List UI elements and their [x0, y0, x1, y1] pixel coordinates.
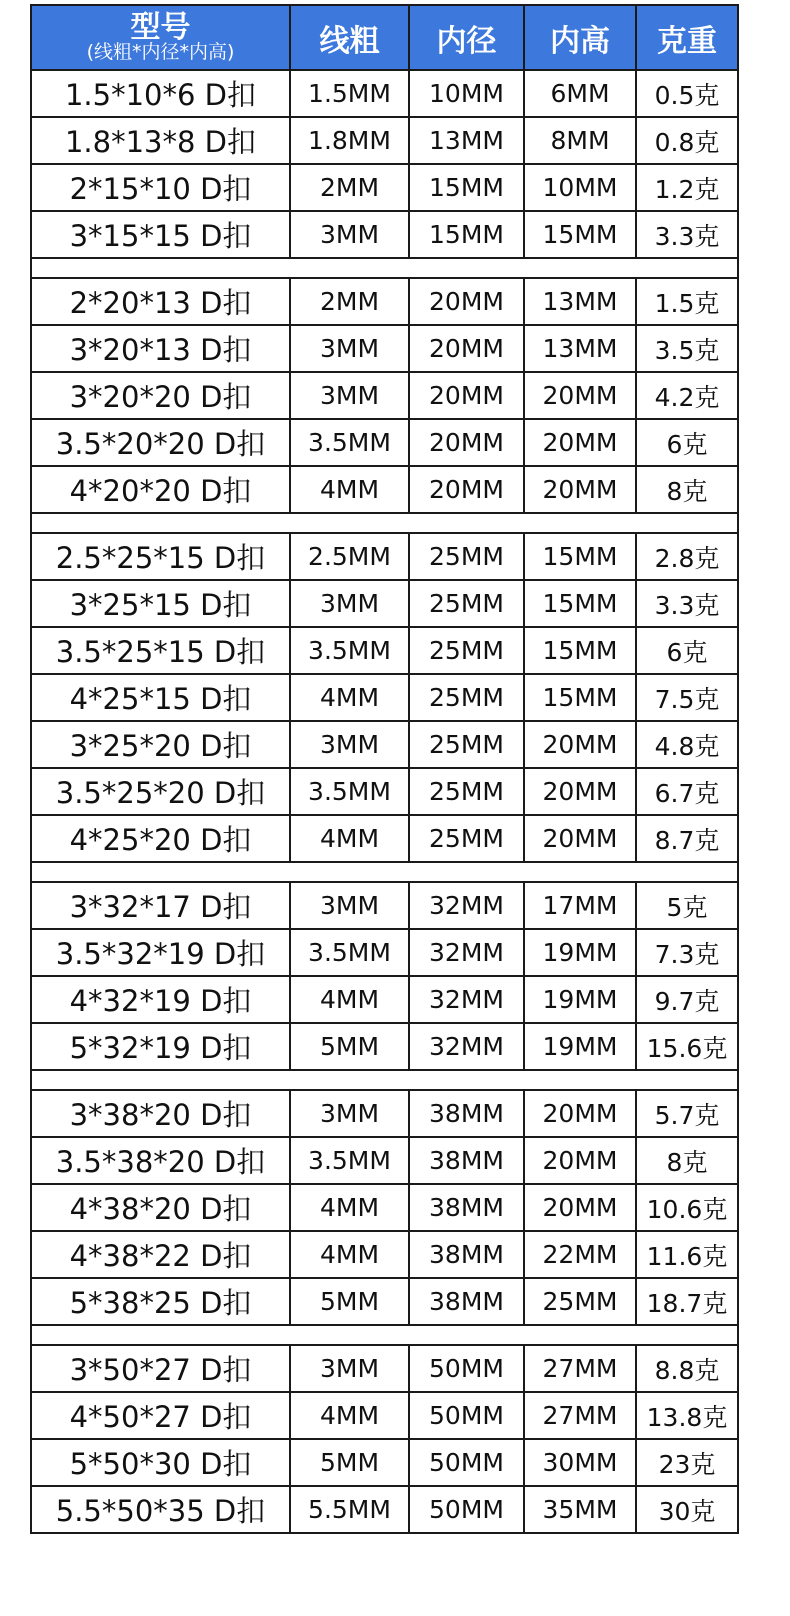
weight-cell: 10.6克 [636, 1184, 738, 1231]
model-cell: 1.5*10*6 D扣 [31, 70, 290, 117]
group-separator-cell [31, 258, 738, 278]
table-row [31, 1090, 738, 1137]
thickness-cell: 3.5MM [290, 768, 409, 815]
table-row [31, 580, 738, 627]
group-separator-cell [31, 1070, 738, 1090]
inner-diameter-cell: 20MM [409, 325, 524, 372]
weight-cell: 9.7克 [636, 976, 738, 1023]
inner-height-cell: 22MM [524, 1231, 636, 1278]
header-model-sublabel: (线粗*内径*内高) [86, 41, 235, 64]
table-row [31, 815, 738, 862]
inner-diameter-cell: 20MM [409, 372, 524, 419]
thickness-cell: 4MM [290, 466, 409, 513]
table-row [31, 278, 738, 325]
inner-height-cell: 20MM [524, 1090, 636, 1137]
weight-cell: 2.8克 [636, 533, 738, 580]
thickness-cell: 4MM [290, 1392, 409, 1439]
inner-diameter-cell: 38MM [409, 1137, 524, 1184]
model-cell: 3.5*32*19 D扣 [31, 929, 290, 976]
group-separator-cell [31, 1325, 738, 1345]
table-row [31, 1278, 738, 1325]
model-cell: 3*25*15 D扣 [31, 580, 290, 627]
table-row [31, 674, 738, 721]
thickness-cell: 5MM [290, 1023, 409, 1070]
weight-cell: 23克 [636, 1439, 738, 1486]
weight-cell: 13.8克 [636, 1392, 738, 1439]
inner-diameter-cell: 38MM [409, 1231, 524, 1278]
model-cell: 4*38*20 D扣 [31, 1184, 290, 1231]
inner-height-cell: 30MM [524, 1439, 636, 1486]
table-row [31, 768, 738, 815]
inner-diameter-cell: 20MM [409, 278, 524, 325]
inner-height-cell: 13MM [524, 325, 636, 372]
inner-height-cell: 17MM [524, 882, 636, 929]
inner-height-cell: 20MM [524, 721, 636, 768]
group-separator [31, 513, 738, 533]
model-cell: 4*38*22 D扣 [31, 1231, 290, 1278]
inner-diameter-cell: 20MM [409, 466, 524, 513]
thickness-cell: 2MM [290, 164, 409, 211]
model-cell: 5*38*25 D扣 [31, 1278, 290, 1325]
weight-cell: 18.7克 [636, 1278, 738, 1325]
table-row [31, 117, 738, 164]
inner-diameter-cell: 15MM [409, 211, 524, 258]
thickness-cell: 3MM [290, 580, 409, 627]
thickness-cell: 3MM [290, 211, 409, 258]
weight-cell: 7.5克 [636, 674, 738, 721]
thickness-cell: 5MM [290, 1278, 409, 1325]
weight-cell: 3.3克 [636, 211, 738, 258]
weight-cell: 5.7克 [636, 1090, 738, 1137]
table-row [31, 533, 738, 580]
inner-diameter-cell: 50MM [409, 1345, 524, 1392]
table-row [31, 1392, 738, 1439]
model-cell: 3*32*17 D扣 [31, 882, 290, 929]
header-weight: 克重 [636, 5, 738, 70]
table-row [31, 627, 738, 674]
table-row [31, 1345, 738, 1392]
inner-height-cell: 10MM [524, 164, 636, 211]
inner-diameter-cell: 25MM [409, 627, 524, 674]
inner-diameter-cell: 32MM [409, 882, 524, 929]
inner-diameter-cell: 25MM [409, 580, 524, 627]
table-row [31, 211, 738, 258]
inner-height-cell: 20MM [524, 419, 636, 466]
model-cell: 3*50*27 D扣 [31, 1345, 290, 1392]
inner-height-cell: 25MM [524, 1278, 636, 1325]
thickness-cell: 4MM [290, 674, 409, 721]
inner-height-cell: 27MM [524, 1345, 636, 1392]
table-row [31, 325, 738, 372]
weight-cell: 8.8克 [636, 1345, 738, 1392]
header-thickness: 线粗 [290, 5, 409, 70]
inner-diameter-cell: 50MM [409, 1392, 524, 1439]
thickness-cell: 3MM [290, 372, 409, 419]
inner-height-cell: 8MM [524, 117, 636, 164]
d-ring-spec-table [30, 4, 739, 1534]
table-row [31, 1486, 738, 1533]
inner-diameter-cell: 25MM [409, 815, 524, 862]
weight-cell: 8.7克 [636, 815, 738, 862]
inner-diameter-cell: 10MM [409, 70, 524, 117]
inner-diameter-cell: 13MM [409, 117, 524, 164]
thickness-cell: 1.8MM [290, 117, 409, 164]
group-separator [31, 1325, 738, 1345]
thickness-cell: 3.5MM [290, 1137, 409, 1184]
inner-height-cell: 20MM [524, 466, 636, 513]
model-cell: 2.5*25*15 D扣 [31, 533, 290, 580]
thickness-cell: 4MM [290, 1184, 409, 1231]
model-cell: 5.5*50*35 D扣 [31, 1486, 290, 1533]
thickness-cell: 3MM [290, 1345, 409, 1392]
weight-cell: 0.5克 [636, 70, 738, 117]
thickness-cell: 3.5MM [290, 929, 409, 976]
inner-diameter-cell: 50MM [409, 1486, 524, 1533]
group-separator [31, 1070, 738, 1090]
model-cell: 4*25*15 D扣 [31, 674, 290, 721]
inner-height-cell: 15MM [524, 627, 636, 674]
header-model [31, 5, 290, 70]
inner-height-cell: 20MM [524, 1137, 636, 1184]
weight-cell: 3.5克 [636, 325, 738, 372]
table-row [31, 466, 738, 513]
table-row [31, 1137, 738, 1184]
inner-diameter-cell: 38MM [409, 1278, 524, 1325]
inner-height-cell: 19MM [524, 976, 636, 1023]
inner-height-cell: 35MM [524, 1486, 636, 1533]
inner-height-cell: 6MM [524, 70, 636, 117]
model-cell: 2*20*13 D扣 [31, 278, 290, 325]
thickness-cell: 4MM [290, 1231, 409, 1278]
inner-height-cell: 15MM [524, 533, 636, 580]
inner-diameter-cell: 15MM [409, 164, 524, 211]
inner-diameter-cell: 25MM [409, 721, 524, 768]
table-row [31, 1439, 738, 1486]
table-row [31, 976, 738, 1023]
weight-cell: 4.2克 [636, 372, 738, 419]
thickness-cell: 3.5MM [290, 419, 409, 466]
model-cell: 2*15*10 D扣 [31, 164, 290, 211]
inner-height-cell: 27MM [524, 1392, 636, 1439]
model-cell: 4*20*20 D扣 [31, 466, 290, 513]
table-row [31, 419, 738, 466]
thickness-cell: 2.5MM [290, 533, 409, 580]
model-cell: 3*25*20 D扣 [31, 721, 290, 768]
weight-cell: 6.7克 [636, 768, 738, 815]
inner-height-cell: 19MM [524, 1023, 636, 1070]
thickness-cell: 5.5MM [290, 1486, 409, 1533]
model-cell: 5*32*19 D扣 [31, 1023, 290, 1070]
thickness-cell: 1.5MM [290, 70, 409, 117]
table-row [31, 882, 738, 929]
inner-diameter-cell: 25MM [409, 768, 524, 815]
inner-height-cell: 20MM [524, 1184, 636, 1231]
model-cell: 3*38*20 D扣 [31, 1090, 290, 1137]
thickness-cell: 2MM [290, 278, 409, 325]
model-cell: 3.5*25*20 D扣 [31, 768, 290, 815]
inner-diameter-cell: 38MM [409, 1090, 524, 1137]
inner-diameter-cell: 20MM [409, 419, 524, 466]
weight-cell: 11.6克 [636, 1231, 738, 1278]
inner-diameter-cell: 32MM [409, 976, 524, 1023]
group-separator-cell [31, 513, 738, 533]
weight-cell: 1.2克 [636, 164, 738, 211]
inner-diameter-cell: 25MM [409, 533, 524, 580]
table-row [31, 1023, 738, 1070]
weight-cell: 8克 [636, 1137, 738, 1184]
inner-height-cell: 19MM [524, 929, 636, 976]
header-inner-diameter: 内径 [409, 5, 524, 70]
model-cell: 4*32*19 D扣 [31, 976, 290, 1023]
model-cell: 4*50*27 D扣 [31, 1392, 290, 1439]
group-separator [31, 258, 738, 278]
weight-cell: 7.3克 [636, 929, 738, 976]
weight-cell: 3.3克 [636, 580, 738, 627]
inner-height-cell: 15MM [524, 674, 636, 721]
table-row [31, 372, 738, 419]
table-row [31, 70, 738, 117]
inner-height-cell: 13MM [524, 278, 636, 325]
table-row [31, 929, 738, 976]
model-cell: 3.5*20*20 D扣 [31, 419, 290, 466]
weight-cell: 4.8克 [636, 721, 738, 768]
inner-height-cell: 20MM [524, 815, 636, 862]
thickness-cell: 4MM [290, 976, 409, 1023]
inner-diameter-cell: 38MM [409, 1184, 524, 1231]
thickness-cell: 3MM [290, 325, 409, 372]
header-model-label: 型号 [130, 9, 191, 45]
thickness-cell: 4MM [290, 815, 409, 862]
model-cell: 5*50*30 D扣 [31, 1439, 290, 1486]
model-cell: 3*15*15 D扣 [31, 211, 290, 258]
inner-diameter-cell: 25MM [409, 674, 524, 721]
inner-height-cell: 15MM [524, 580, 636, 627]
table-row [31, 1231, 738, 1278]
weight-cell: 6克 [636, 419, 738, 466]
weight-cell: 30克 [636, 1486, 738, 1533]
group-separator-cell [31, 862, 738, 882]
table-row [31, 721, 738, 768]
model-cell: 3.5*38*20 D扣 [31, 1137, 290, 1184]
inner-height-cell: 15MM [524, 211, 636, 258]
inner-diameter-cell: 32MM [409, 929, 524, 976]
weight-cell: 5克 [636, 882, 738, 929]
model-cell: 3*20*13 D扣 [31, 325, 290, 372]
model-cell: 1.8*13*8 D扣 [31, 117, 290, 164]
weight-cell: 8克 [636, 466, 738, 513]
weight-cell: 6克 [636, 627, 738, 674]
table-row [31, 1184, 738, 1231]
thickness-cell: 3.5MM [290, 627, 409, 674]
inner-diameter-cell: 50MM [409, 1439, 524, 1486]
header-row [31, 5, 738, 70]
model-cell: 3.5*25*15 D扣 [31, 627, 290, 674]
inner-height-cell: 20MM [524, 372, 636, 419]
model-cell: 4*25*20 D扣 [31, 815, 290, 862]
thickness-cell: 3MM [290, 721, 409, 768]
weight-cell: 15.6克 [636, 1023, 738, 1070]
thickness-cell: 3MM [290, 882, 409, 929]
table-row [31, 164, 738, 211]
thickness-cell: 3MM [290, 1090, 409, 1137]
inner-diameter-cell: 32MM [409, 1023, 524, 1070]
inner-height-cell: 20MM [524, 768, 636, 815]
group-separator [31, 862, 738, 882]
table-body [31, 70, 738, 1533]
weight-cell: 0.8克 [636, 117, 738, 164]
header-inner-height: 内高 [524, 5, 636, 70]
thickness-cell: 5MM [290, 1439, 409, 1486]
weight-cell: 1.5克 [636, 278, 738, 325]
model-cell: 3*20*20 D扣 [31, 372, 290, 419]
